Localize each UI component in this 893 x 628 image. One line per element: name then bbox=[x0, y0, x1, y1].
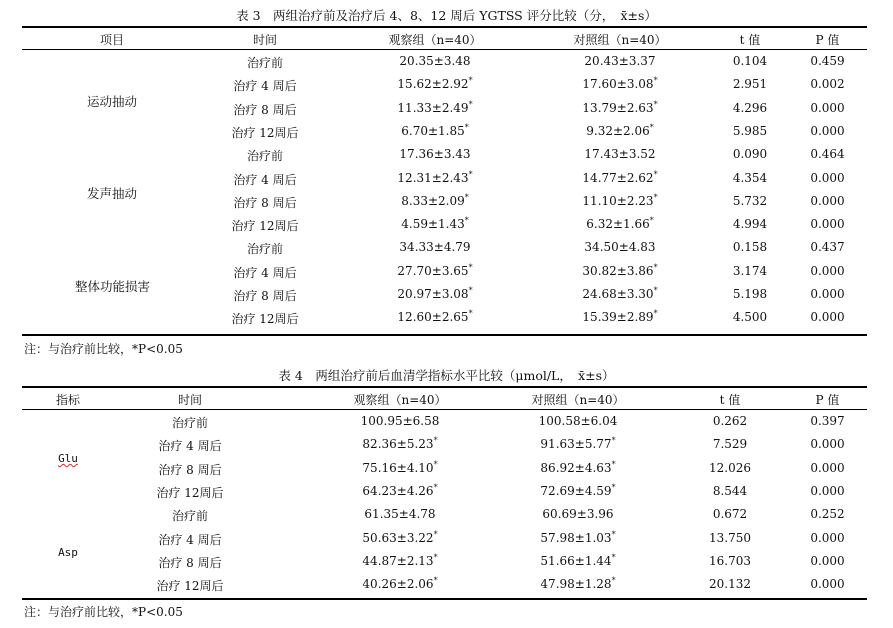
table4-cell-time-text: 治疗 8 周后 bbox=[158, 462, 222, 477]
table4-cell-t-text: 0.262 bbox=[712, 414, 748, 428]
table3-cell-obs bbox=[345, 54, 525, 68]
table3-cell-time bbox=[205, 171, 325, 188]
table4-cell-p-text: 0.000 bbox=[810, 483, 845, 498]
table3-cell-t-text: 4.296 bbox=[732, 100, 768, 115]
table4-significance-mark: * bbox=[433, 436, 438, 446]
table4-cell-p-text: 0.000 bbox=[810, 530, 845, 545]
table4-cell-ctl bbox=[478, 461, 678, 475]
table4-header-item: 指标 bbox=[55, 393, 80, 407]
table4-cell-time bbox=[130, 437, 250, 454]
table4-cell-p-text: 0.000 bbox=[810, 460, 845, 475]
table3-cell-ctl bbox=[520, 77, 720, 91]
table4-cell-t bbox=[680, 577, 780, 591]
table4-cell-ctl bbox=[478, 531, 678, 545]
table4-cell-obs bbox=[300, 437, 500, 451]
table3-cell-obs bbox=[345, 310, 525, 324]
table4-significance-mark: * bbox=[611, 576, 616, 586]
table3-cell-time-text: 治疗前 bbox=[246, 56, 283, 70]
table4-header-obs: 观察组（n=40） bbox=[353, 393, 447, 407]
table4-cell-p bbox=[780, 577, 875, 591]
table3-cell-time-text: 治疗前 bbox=[246, 242, 283, 257]
table3-cell-p-text: 0.000 bbox=[810, 100, 845, 115]
table4-cell-p-text: 0.397 bbox=[810, 414, 845, 428]
table4-top-rule bbox=[22, 386, 867, 388]
table3-cell-obs-text: 20.97±3.08 bbox=[397, 287, 469, 301]
table3-cell-ctl-text: 20.43±3.37 bbox=[584, 54, 656, 68]
table4-cell-obs-text: 50.63±3.22 bbox=[362, 530, 434, 545]
table3-cell-time-text: 治疗 4 周后 bbox=[233, 172, 297, 187]
table4-cell-p bbox=[780, 437, 875, 451]
table3-cell-t-text: 0.158 bbox=[732, 240, 768, 255]
table3-cell-obs bbox=[345, 264, 525, 278]
table3-header-obs: 观察组（n=40） bbox=[388, 33, 482, 47]
table3-cell-time-text: 治疗 8 周后 bbox=[233, 289, 297, 303]
table4-cell-time bbox=[130, 507, 250, 524]
table3-cell-obs bbox=[345, 217, 525, 231]
table3-significance-mark: * bbox=[464, 216, 469, 226]
table4-cell-time bbox=[130, 554, 250, 571]
table4-caption: 表 4 两组治疗前后血清学指标水平比较（μmol/L， x̄±s） bbox=[278, 368, 615, 383]
table3-significance-mark: * bbox=[649, 216, 654, 226]
table3-group-label: 发声抽动 bbox=[86, 186, 137, 201]
table3-cell-ctl bbox=[520, 101, 720, 115]
table3-cell-time-text: 治疗 12周后 bbox=[231, 312, 299, 327]
table4-cell-ctl-text: 47.98±1.28 bbox=[540, 577, 612, 592]
table4-cell-time bbox=[130, 484, 250, 501]
table3-significance-mark: * bbox=[653, 286, 658, 295]
table4-cell-ctl-text: 91.63±5.77 bbox=[540, 437, 612, 452]
table3-cell-obs-text: 15.62±2.92 bbox=[397, 77, 469, 92]
table4-header-p: P 值 bbox=[815, 393, 840, 407]
table3-cell-ctl bbox=[520, 54, 720, 68]
table3-header-p: P 值 bbox=[815, 33, 840, 47]
table3-cell-ctl bbox=[520, 264, 720, 278]
table4-cell-ctl-text: 51.66±1.44 bbox=[540, 553, 612, 568]
table3-header-rule bbox=[22, 49, 867, 50]
table4-significance-mark: * bbox=[433, 482, 438, 492]
table4-cell-p bbox=[780, 414, 875, 428]
table3-cell-ctl bbox=[520, 217, 720, 231]
table4-cell-obs-text: 64.23±4.26 bbox=[362, 483, 434, 498]
table3-cell-time bbox=[205, 194, 325, 211]
table3-cell-ctl bbox=[520, 287, 720, 301]
table4-cell-obs-text: 40.26±2.06 bbox=[362, 577, 434, 592]
table4-significance-mark: * bbox=[433, 529, 438, 539]
table4-note-text: 注：与治疗前比较，*P<0.05 bbox=[24, 605, 183, 619]
table3-cell-obs bbox=[345, 287, 525, 301]
table4-cell-ctl bbox=[478, 577, 678, 591]
table4-cell-p bbox=[780, 554, 875, 568]
table4-cell-t bbox=[680, 414, 780, 428]
table4-cell-obs bbox=[300, 577, 500, 591]
table3-significance-mark: * bbox=[653, 99, 658, 109]
table3-header-time: 时间 bbox=[252, 33, 277, 47]
table4-cell-time bbox=[130, 461, 250, 478]
table3-cell-ctl bbox=[520, 147, 720, 161]
table4-cell-time-text: 治疗 12周后 bbox=[156, 579, 224, 594]
table4-significance-mark: * bbox=[433, 459, 438, 469]
table3-cell-obs-text: 27.70±3.65 bbox=[397, 263, 469, 278]
table3-cell-ctl-text: 17.43±3.52 bbox=[584, 147, 656, 162]
table4-significance-mark: * bbox=[433, 576, 438, 586]
table3-significance-mark: * bbox=[468, 76, 473, 86]
table4-group-label bbox=[38, 452, 98, 465]
table4-cell-time bbox=[130, 531, 250, 548]
table3-cell-t-text: 3.174 bbox=[732, 263, 768, 278]
table3-cell-time-text: 治疗 4 周后 bbox=[233, 79, 297, 94]
table3-cell-time bbox=[205, 264, 325, 281]
table4-cell-obs bbox=[300, 554, 500, 568]
table3-cell-time bbox=[205, 147, 325, 164]
table4-cell-t bbox=[680, 507, 780, 521]
table3-cell-ctl-text: 30.82±3.86 bbox=[582, 263, 654, 278]
table3-cell-ctl bbox=[520, 124, 720, 138]
table4-cell-obs-text: 82.36±5.23 bbox=[362, 437, 434, 452]
table3-cell-ctl-text: 9.32±2.06 bbox=[586, 123, 650, 138]
table3-cell-ctl-text: 15.39±2.89 bbox=[582, 310, 654, 325]
table4-cell-ctl-text: 72.69±4.59 bbox=[540, 483, 612, 498]
table4-cell-time bbox=[130, 577, 250, 594]
table3-significance-mark: * bbox=[468, 169, 473, 179]
table4-cell-p bbox=[780, 461, 875, 475]
table4-significance-mark: * bbox=[433, 552, 438, 562]
table3-cell-time bbox=[205, 77, 325, 94]
table3-cell-p bbox=[780, 217, 875, 231]
table3-significance-mark: * bbox=[468, 286, 473, 295]
table3-cell-ctl-text: 24.68±3.30 bbox=[582, 287, 654, 301]
table4-cell-p bbox=[780, 484, 875, 498]
table3-cell-ctl bbox=[520, 194, 720, 208]
table3-cell-time-text: 治疗 8 周后 bbox=[233, 195, 297, 210]
table3-significance-mark: * bbox=[468, 99, 473, 109]
table4-cell-p bbox=[780, 507, 875, 521]
table4-cell-obs bbox=[300, 461, 500, 475]
table4-cell-obs bbox=[300, 507, 500, 521]
table4-cell-ctl bbox=[478, 484, 678, 498]
table3-note bbox=[24, 340, 183, 357]
table3-cell-obs bbox=[345, 171, 525, 185]
table3-cell-ctl-text: 34.50±4.83 bbox=[584, 240, 656, 255]
table3-cell-ctl-text: 17.60±3.08 bbox=[582, 77, 654, 92]
table3-cell-time bbox=[205, 217, 325, 234]
table3-cell-time bbox=[205, 124, 325, 141]
table4-cell-time-text: 治疗 4 周后 bbox=[158, 439, 222, 454]
table4-cell-ctl bbox=[478, 437, 678, 451]
table4-group-label: Asp bbox=[58, 546, 78, 559]
table3-cell-p-text: 0.000 bbox=[810, 123, 845, 138]
table3-cell-obs bbox=[345, 194, 525, 208]
table4-cell-t-text: 13.750 bbox=[709, 530, 751, 545]
table3-cell-obs-text: 11.33±2.49 bbox=[397, 100, 469, 115]
table4-cell-ctl-text: 86.92±4.63 bbox=[540, 460, 612, 475]
table3-significance-mark: * bbox=[464, 192, 469, 202]
table4-cell-p bbox=[780, 531, 875, 545]
table3-cell-p-text: 0.002 bbox=[810, 77, 845, 92]
table3-cell-p bbox=[780, 124, 875, 138]
table4-cell-ctl bbox=[478, 507, 678, 521]
table3-cell-obs bbox=[345, 124, 525, 138]
table3-cell-obs bbox=[345, 147, 525, 161]
table4-cell-t bbox=[680, 461, 780, 475]
table4-significance-mark: * bbox=[611, 436, 616, 446]
table3-cell-t-text: 2.951 bbox=[732, 77, 768, 92]
table3-cell-p bbox=[780, 147, 875, 161]
table4-header-rule bbox=[22, 409, 867, 410]
table4-cell-ctl-text: 57.98±1.03 bbox=[540, 530, 612, 545]
table4-cell-t bbox=[680, 554, 780, 568]
table4-group-label-text: Glu bbox=[58, 452, 78, 465]
table4-cell-obs-text: 100.95±6.58 bbox=[360, 414, 440, 428]
table3-significance-mark: * bbox=[464, 122, 469, 132]
table3-cell-t-text: 4.500 bbox=[732, 310, 768, 325]
table4-cell-ctl-text: 60.69±3.96 bbox=[542, 507, 614, 522]
table3-significance-mark: * bbox=[468, 262, 473, 272]
table4-header-t: t 值 bbox=[719, 393, 741, 407]
table3-significance-mark: * bbox=[653, 169, 658, 179]
table4-cell-t bbox=[680, 484, 780, 498]
table3-cell-ctl bbox=[520, 240, 720, 254]
table3-cell-obs-text: 12.31±2.43 bbox=[397, 170, 469, 185]
table3-significance-mark: * bbox=[468, 309, 473, 319]
table4-cell-time-text: 治疗 8 周后 bbox=[158, 555, 222, 570]
table3-cell-p-text: 0.000 bbox=[810, 310, 845, 325]
table3-cell-t-text: 5.732 bbox=[732, 193, 768, 208]
table3-cell-p bbox=[780, 240, 875, 254]
table4-significance-mark: * bbox=[611, 552, 616, 562]
table4-cell-t bbox=[680, 531, 780, 545]
table3-cell-p-text: 0.459 bbox=[810, 54, 845, 68]
table3-cell-p bbox=[780, 77, 875, 91]
table4-cell-p-text: 0.000 bbox=[810, 553, 845, 568]
table3-cell-time bbox=[205, 310, 325, 327]
table3-significance-mark: * bbox=[649, 122, 654, 132]
table3-cell-obs-text: 4.59±1.43 bbox=[401, 217, 465, 232]
table3-cell-p-text: 0.464 bbox=[810, 147, 845, 162]
table3-top-rule bbox=[22, 26, 867, 28]
table4-cell-time-text: 治疗 4 周后 bbox=[158, 532, 222, 547]
table3-cell-time-text: 治疗前 bbox=[246, 149, 283, 164]
table3-cell-ctl-text: 13.79±2.63 bbox=[582, 100, 654, 115]
table3-cell-t-text: 5.985 bbox=[732, 123, 768, 138]
table4-cell-time-text: 治疗前 bbox=[171, 509, 208, 524]
table3-cell-obs-text: 17.36±3.43 bbox=[399, 147, 471, 162]
table3-group-label: 整体功能损害 bbox=[74, 279, 150, 294]
table4-cell-ctl bbox=[478, 554, 678, 568]
table4-cell-t-text: 12.026 bbox=[709, 460, 751, 475]
table3-cell-obs-text: 20.35±3.48 bbox=[399, 54, 471, 68]
table4-cell-time-text: 治疗 12周后 bbox=[156, 485, 224, 500]
table4-header-ctl: 对照组（n=40） bbox=[531, 393, 625, 407]
table3-cell-t-text: 4.994 bbox=[732, 217, 768, 232]
table4-header-time: 时间 bbox=[177, 393, 202, 407]
table4-cell-t bbox=[680, 437, 780, 451]
table3-cell-time-text: 治疗 8 周后 bbox=[233, 102, 297, 117]
table3-cell-ctl bbox=[520, 171, 720, 185]
table4-cell-obs bbox=[300, 414, 500, 428]
table3-significance-mark: * bbox=[653, 76, 658, 86]
table4-note bbox=[24, 603, 183, 620]
table3-note-text: 注：与治疗前比较，*P<0.05 bbox=[24, 342, 183, 356]
table4-cell-ctl bbox=[478, 414, 678, 428]
table4-cell-ctl-text: 100.58±6.04 bbox=[538, 414, 618, 428]
table4-bottom-rule bbox=[22, 598, 867, 600]
table3-cell-p-text: 0.000 bbox=[810, 170, 845, 185]
table3-caption: 表 3 两组治疗前及治疗后 4、8、12 周后 YGTSS 评分比较（分， x̄±s） bbox=[236, 8, 657, 23]
table4-significance-mark: * bbox=[611, 459, 616, 469]
table3-significance-mark: * bbox=[653, 309, 658, 319]
table4-cell-p-text: 0.000 bbox=[810, 437, 845, 452]
table4-cell-p-text: 0.252 bbox=[810, 507, 845, 522]
table3-cell-ctl-text: 11.10±2.23 bbox=[582, 193, 654, 208]
table3-cell-time bbox=[205, 101, 325, 118]
table4-cell-t-text: 20.132 bbox=[709, 577, 751, 592]
table3-cell-ctl bbox=[520, 310, 720, 324]
table3-cell-p-text: 0.000 bbox=[810, 263, 845, 278]
table3-header-item: 项目 bbox=[99, 33, 124, 47]
table4-cell-obs-text: 75.16±4.10 bbox=[362, 460, 434, 475]
table3-cell-p bbox=[780, 310, 875, 324]
table3-cell-p-text: 0.000 bbox=[810, 287, 845, 301]
table3-cell-t-text: 4.354 bbox=[732, 170, 768, 185]
table3-significance-mark: * bbox=[653, 262, 658, 272]
table3-cell-p-text: 0.000 bbox=[810, 193, 845, 208]
table3-cell-time bbox=[205, 54, 325, 71]
table3-cell-t-text: 0.104 bbox=[732, 54, 768, 68]
table3-cell-obs bbox=[345, 101, 525, 115]
table4-cell-time-text: 治疗前 bbox=[171, 416, 208, 430]
table3-cell-time bbox=[205, 240, 325, 257]
table3-cell-p-text: 0.437 bbox=[810, 240, 845, 255]
table3-cell-p bbox=[780, 54, 875, 68]
table4-cell-obs bbox=[300, 484, 500, 498]
table3-header-t: t 值 bbox=[739, 33, 761, 47]
table3-cell-obs bbox=[345, 77, 525, 91]
table3-cell-time-text: 治疗 4 周后 bbox=[233, 265, 297, 280]
table3-cell-t-text: 0.090 bbox=[732, 147, 768, 162]
table4-cell-t-text: 16.703 bbox=[709, 553, 751, 568]
table4-significance-mark: * bbox=[611, 529, 616, 539]
table3-cell-p-text: 0.000 bbox=[810, 217, 845, 232]
table4-cell-obs-text: 44.87±2.13 bbox=[362, 553, 434, 568]
table4-cell-p-text: 0.000 bbox=[810, 577, 845, 592]
table3-cell-p bbox=[780, 101, 875, 115]
table4-cell-t-text: 0.672 bbox=[712, 507, 748, 522]
table3-cell-p bbox=[780, 171, 875, 185]
table4-significance-mark: * bbox=[611, 482, 616, 492]
table4-cell-obs bbox=[300, 531, 500, 545]
table3-bottom-rule bbox=[22, 334, 867, 336]
table4-cell-obs-text: 61.35±4.78 bbox=[364, 507, 436, 522]
table3-group-label: 运动抽动 bbox=[86, 94, 137, 109]
table3-cell-time bbox=[205, 287, 325, 304]
table3-cell-p bbox=[780, 194, 875, 208]
table3-cell-obs-text: 34.33±4.79 bbox=[399, 240, 471, 255]
table3-cell-p bbox=[780, 264, 875, 278]
table4-cell-t-text: 7.529 bbox=[712, 437, 748, 452]
table3-cell-time-text: 治疗 12周后 bbox=[231, 219, 299, 234]
table3-cell-obs-text: 12.60±2.65 bbox=[397, 310, 469, 325]
table3-cell-ctl-text: 6.32±1.66 bbox=[586, 217, 650, 232]
table3-cell-obs-text: 6.70±1.85 bbox=[401, 123, 465, 138]
table4-cell-time bbox=[130, 414, 250, 431]
table3-cell-p bbox=[780, 287, 875, 301]
table3-cell-ctl-text: 14.77±2.62 bbox=[582, 170, 654, 185]
table3-cell-obs bbox=[345, 240, 525, 254]
table4-cell-t-text: 8.544 bbox=[712, 483, 748, 498]
table3-cell-t-text: 5.198 bbox=[732, 287, 768, 301]
table3-significance-mark: * bbox=[653, 192, 658, 202]
table3-header-ctl: 对照组（n=40） bbox=[573, 33, 667, 47]
table3-cell-time-text: 治疗 12周后 bbox=[231, 125, 299, 140]
table3-cell-obs-text: 8.33±2.09 bbox=[401, 193, 465, 208]
